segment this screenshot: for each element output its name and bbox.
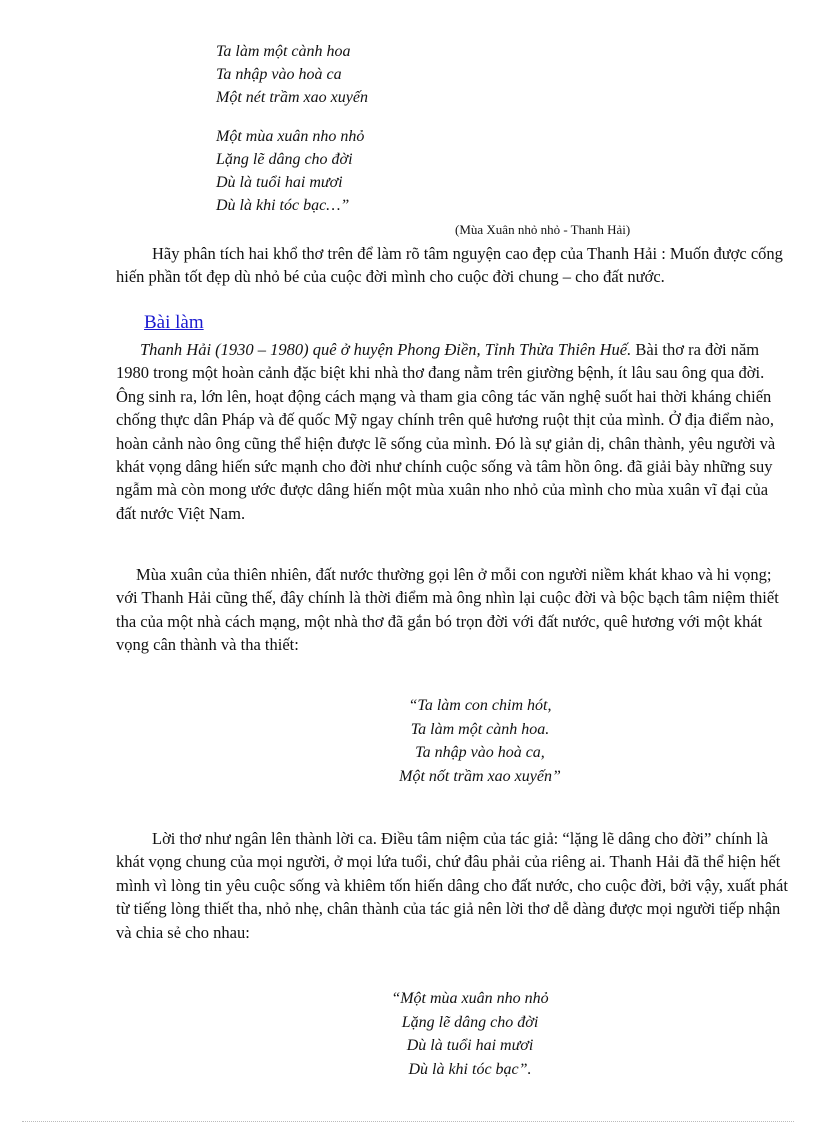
quote-line: Một nốt trầm xao xuyến”: [399, 767, 561, 785]
poem-line: Ta nhập vào hoà ca: [216, 66, 342, 83]
poem-line: Lặng lẽ dâng cho đời: [216, 151, 353, 168]
poem-stanza-2: [216, 125, 368, 217]
essay-paragraph-1: [116, 338, 792, 525]
poem-line: Dù là tuổi hai mươi: [216, 174, 343, 191]
poem-citation: (Mùa Xuân nhỏ nhỏ - Thanh Hải): [455, 222, 631, 237]
quote-line: Lặng lẽ dâng cho đời: [401, 1013, 539, 1031]
essay-paragraph-2: Mùa xuân của thiên nhiên, đất nước thường gọi lên ở mỗi con người niềm khát khao và hi vọng; với Thanh Hải cũng thế, đây chính là thời điểm mà ông nhìn lại cuộc đời và bộc bạch tâm niệm thiết tha của một nhà cách mạng, một nhà thơ đã gắn bó trọn đời với đất nước, quê hương với một khát vọng cân thành và tha thiết:: [116, 565, 779, 655]
poem-line: Dù là khi tóc bạc…”: [216, 197, 350, 214]
author-intro: Thanh Hải (1930 – 1980) quê ở huyện Phong Điền, Tỉnh Thừa Thiên Huế.: [140, 340, 632, 359]
poem-line: Ta làm một cành hoa: [216, 43, 351, 60]
opening-poem: [216, 40, 368, 217]
essay-paragraph-3: Lời thơ như ngân lên thành lời ca. Điều tâm niệm của tác giả: “lặng lẽ dâng cho đời” chính là khát vọng chung của mọi người, ở mọi lứa tuổi, chứ đâu phải của riêng ai. Thanh Hải đã thể hiện hết mình vì lòng tin yêu cuộc sống và khiêm tốn hiến dâng cho đất nước, cho cuộc đời, bởi vậy, xuất phát từ tiếng lòng thiết tha, nhỏ nhẹ, chân thành của tác giả nên lời thơ dễ dàng được mọi người tiếp nhận và chia sẻ cho nhau:: [116, 829, 788, 942]
poem-line: Một mùa xuân nho nhỏ: [216, 128, 365, 145]
quote-line: Ta làm một cành hoa.: [410, 720, 550, 738]
poem-line: Một nét trầm xao xuyến: [216, 89, 368, 106]
page-bottom-divider: [22, 1121, 794, 1122]
assignment-prompt: Hãy phân tích hai khổ thơ trên để làm rõ tâm nguyện cao đẹp của Thanh Hải : Muốn được cống hiến phần tốt đẹp dù nhỏ bé của cuộc đời mình cho cuộc đời chung – cho đất nước.: [116, 244, 783, 286]
quote-line: “Ta làm con chim hót,: [408, 697, 552, 714]
quote-line: Dù là tuổi hai mươi: [406, 1037, 534, 1054]
quote-line: “Một mùa xuân nho nhỏ: [391, 990, 549, 1007]
poem-stanza-1: [216, 40, 368, 109]
quoted-stanza-2: [330, 987, 610, 1081]
paragraph-text: Bài thơ ra đời năm 1980 trong một hoàn cảnh đặc biệt khi nhà thơ đang nằm trên giường bệnh, ít lâu sau ông qua đời. Ông sinh ra, lớn lên, hoạt động cách mạng và tham gia công tác văn nghệ suốt hai thời kháng chiến chống thực dân Pháp và đế quốc Mỹ ngay chính trên quê hương ruột thịt của mình. Ở địa điểm nào, hoàn cảnh nào ông cũng thể hiện được lẽ sống của mình. Đó là sự giản dị, chân thành, yêu người và khát vọng dâng hiến sức mạnh cho đời như chính cuộc sống và tâm hồn ông. đã giải bày những suy ngẫm mà còn mong ước được dâng hiến một mùa xuân nho nhỏ của mình cho mùa xuân vĩ đại của đất nước Việt Nam.: [116, 340, 776, 523]
quote-line: Dù là khi tóc bạc”.: [408, 1060, 532, 1078]
quoted-stanza-1: [340, 694, 620, 788]
essay-heading: Bài làm: [144, 312, 204, 333]
quote-line: Ta nhập vào hoà ca,: [415, 744, 545, 761]
